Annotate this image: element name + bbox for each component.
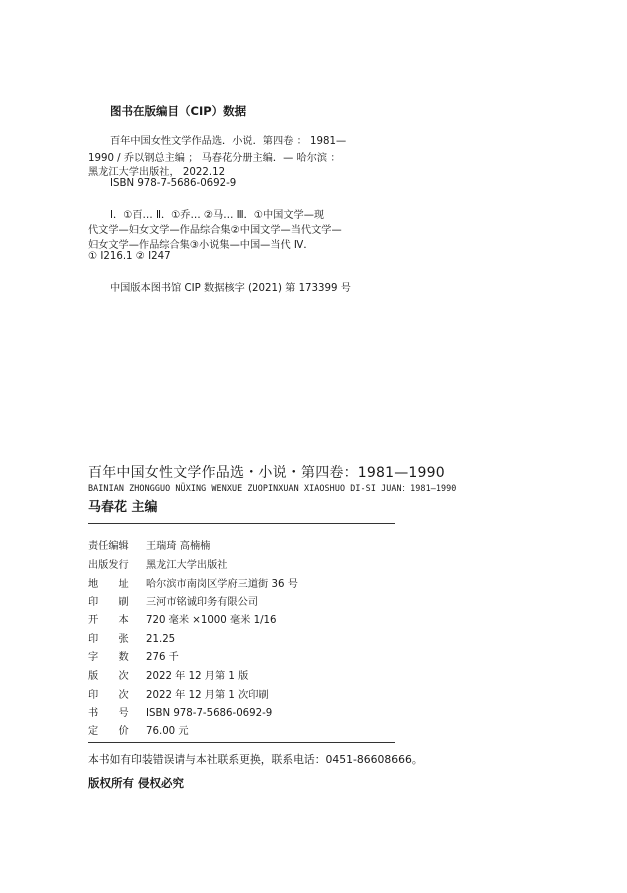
cip-line: 1990 / 乔以钢总主编 ； 马春花分册主编．— 哈尔滨 ： <box>88 153 341 164</box>
detail-row <box>88 686 269 701</box>
detail-value: 2022 年 12 月第 1 版 <box>146 671 249 682</box>
detail-label: 开 本 <box>88 615 129 626</box>
detail-value: ISBN 978-7-5686-0692-9 <box>146 708 273 719</box>
detail-value: 720 毫米 ×1000 毫米 1/16 <box>146 615 277 626</box>
cip-line: 百年中国女性文学作品选．小说．第四卷 ： 1981— <box>110 136 347 147</box>
divider-top <box>88 523 395 524</box>
detail-value: 276 千 <box>146 652 179 663</box>
detail-label: 版 次 <box>88 671 129 682</box>
detail-label: 书 号 <box>88 708 129 719</box>
detail-value: 三河市铭诚印务有限公司 <box>146 597 259 608</box>
book-title: 百年中国女性文学作品选・小说・第四卷：1981—1990 <box>88 465 445 481</box>
cip-classification-line: Ⅰ．①百… Ⅱ．①乔… ②马… Ⅲ．①中国文学—现 <box>110 210 325 221</box>
detail-row <box>88 593 258 608</box>
cip-classification-line: 代文学—妇女文学—作品综合集②中国文学—当代文学— <box>88 225 342 236</box>
detail-row <box>88 575 298 590</box>
cip-record-number: 中国版本图书馆 CIP 数据核字 (2021) 第 173399 号 <box>110 283 351 294</box>
detail-label: 出版发行 <box>88 560 129 571</box>
book-title-pinyin: BAINIAN ZHONGGUO NÜXING WENXUE ZUOPINXUAN XIAOSHUO DI-SI JUAN：1981—1990 <box>88 483 457 493</box>
book-editor: 马春花 主编 <box>88 500 158 515</box>
detail-value: 哈尔滨市南岗区学府三道街 36 号 <box>146 579 298 590</box>
detail-value: 21.25 <box>146 634 176 645</box>
cip-isbn: ISBN 978-7-5686-0692-9 <box>110 178 237 189</box>
detail-label: 责任编辑 <box>88 541 129 552</box>
cip-classification-line: ① I216.1 ② I247 <box>88 251 171 262</box>
detail-row <box>88 630 175 645</box>
divider-bottom <box>88 742 395 743</box>
detail-value: 76.00 元 <box>146 726 189 737</box>
cip-line: 黑龙江大学出版社， 2022.12 <box>88 167 226 178</box>
detail-label: 印 刷 <box>88 597 129 608</box>
cip-classification-line: 妇女文学—作品综合集③小说集—中国—当代 Ⅳ． <box>88 240 314 251</box>
detail-value: 黑龙江大学出版社 <box>146 560 228 571</box>
detail-row <box>88 648 179 663</box>
detail-value: 2022 年 12 月第 1 次印刷 <box>146 690 269 701</box>
detail-label: 定 价 <box>88 726 129 737</box>
detail-value: 王瑞琦 高楠楠 <box>146 541 211 552</box>
detail-row <box>88 556 228 571</box>
detail-label: 印 张 <box>88 634 129 645</box>
detail-label: 印 次 <box>88 690 129 701</box>
detail-row <box>88 722 189 737</box>
detail-row <box>88 667 248 682</box>
detail-label: 地 址 <box>88 579 129 590</box>
detail-row <box>88 611 277 626</box>
detail-label: 字 数 <box>88 652 129 663</box>
cip-heading: 图书在版编目（CIP）数据 <box>110 104 247 118</box>
rights-statement: 版权所有 侵权必究 <box>88 776 185 790</box>
detail-row <box>88 537 210 552</box>
detail-row <box>88 704 272 719</box>
replacement-notice: 本书如有印装错误请与本社联系更换，联系电话：0451-86608666。 <box>88 753 423 766</box>
